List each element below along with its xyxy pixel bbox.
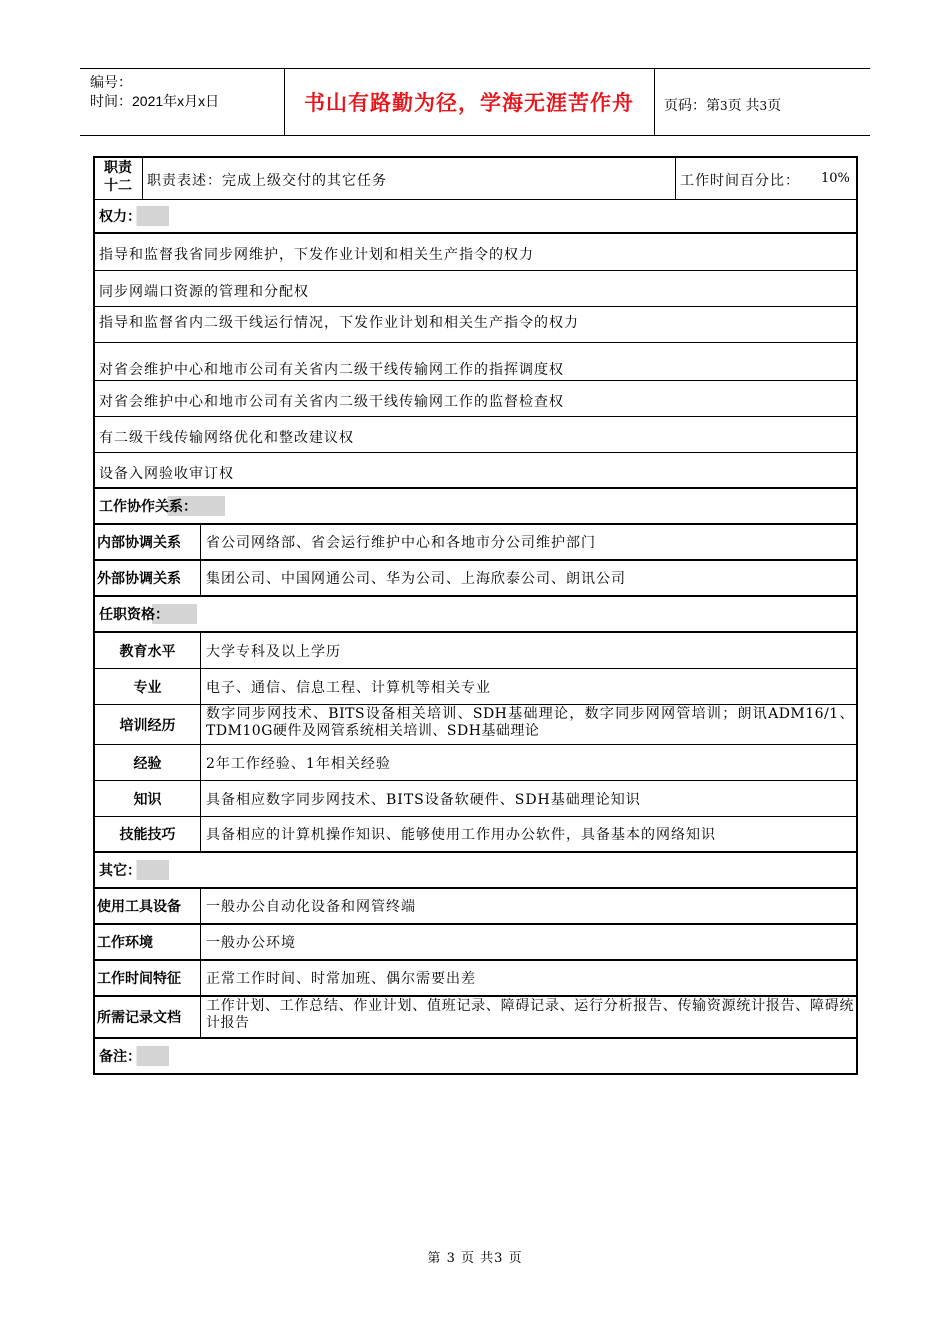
footer-mid: 页 共	[461, 1251, 495, 1266]
qualification-row	[95, 781, 856, 817]
page-current: 3	[720, 99, 728, 113]
cell-divider	[200, 997, 201, 1037]
other-row	[95, 961, 856, 997]
footer-current-page: 3	[446, 1251, 456, 1266]
other-value: 一般办公自动化设备和网管终端	[206, 899, 416, 915]
qualification-value: 具备相应数字同步网技术、BITS设备软硬件、SDH基础理论知识	[206, 791, 641, 808]
qualification-label: 技能技巧	[119, 827, 176, 843]
power-item	[95, 307, 856, 343]
qualification-label: 教育水平	[119, 643, 176, 660]
cell-divider	[200, 525, 201, 559]
qualification-label: 经验	[133, 755, 162, 772]
job-description-table	[93, 156, 858, 1075]
power-item-text: 对省会维护中心和地市公司有关省内二级干线传输网工作的指挥调度权	[99, 362, 564, 378]
power-item-text: 有二级干线传输网络优化和整改建议权	[99, 430, 354, 446]
qualification-row	[95, 745, 856, 781]
qualification-value: 电子、通信、信息工程、计算机等相关专业	[206, 679, 491, 696]
remarks-row	[95, 1039, 856, 1073]
external-coordination-value: 集团公司、中国网通公司、华为公司、上海欣泰公司、朗讯公司	[206, 571, 626, 587]
footer-prefix: 第	[427, 1251, 442, 1266]
page-mid: 页 共	[727, 97, 760, 113]
page-footer	[0, 1247, 950, 1266]
power-item	[95, 271, 856, 307]
qualification-title: 任职资格：	[97, 604, 197, 624]
cell-divider	[200, 561, 201, 595]
duty-label-line1: 职责	[104, 160, 132, 176]
qualification-value: 数字同步网技术、BITS设备相关培训、SDH基础理论，数字同步网网管培训；朗讯ADM16/1、TDM10G硬件及网管系统相关培训、SDH基础理论	[206, 706, 854, 739]
qualification-row	[95, 705, 856, 745]
cell-divider	[142, 158, 143, 199]
other-label: 所需记录文档	[97, 1010, 181, 1026]
other-row	[95, 889, 856, 925]
power-item	[95, 453, 856, 489]
cell-divider	[675, 158, 676, 199]
power-item	[95, 343, 856, 381]
other-label: 使用工具设备	[97, 899, 181, 915]
power-section-header	[95, 200, 856, 234]
power-item-text: 设备入网验收审订权	[99, 466, 234, 482]
remarks-title: 备注：	[97, 1046, 169, 1066]
document-number-label: 编号：	[90, 74, 132, 90]
qualification-section-header	[95, 597, 856, 633]
internal-coordination-label: 内部协调关系	[97, 535, 181, 551]
header-motto: 书山有路勤为径，学海无涯苦作舟	[304, 91, 634, 115]
header-divider	[654, 69, 655, 135]
other-value: 工作计划、工作总结、作业计划、值班记录、障碍记录、运行分析报告、传输资源统计报告、障碍统计报告	[206, 998, 854, 1031]
other-label: 工作环境	[97, 935, 153, 951]
cell-divider	[200, 961, 201, 995]
qualification-row	[95, 669, 856, 705]
internal-coordination-row	[95, 525, 856, 561]
time-percentage-value: 10%	[821, 171, 850, 186]
page-prefix: 页码：第	[664, 97, 720, 113]
cooperation-title: 工作协作关系：	[97, 496, 225, 516]
cell-divider	[200, 705, 201, 744]
qualification-label: 培训经历	[119, 717, 176, 734]
cell-divider	[200, 781, 201, 816]
internal-coordination-value: 省公司网络部、省会运行维护中心和各地市分公司维护部门	[206, 535, 596, 551]
page-suffix: 页	[767, 97, 782, 113]
other-row	[95, 997, 856, 1039]
cell-divider	[200, 925, 201, 959]
power-item-text: 指导和监督我省同步网维护，下发作业计划和相关生产指令的权力	[99, 247, 534, 263]
qualification-row	[95, 817, 856, 853]
header-meta	[90, 73, 219, 111]
cell-divider	[200, 889, 201, 923]
footer-total-pages: 3	[494, 1251, 504, 1266]
external-coordination-row	[95, 561, 856, 597]
duty-description: 职责表述：完成上级交付的其它任务	[147, 173, 387, 189]
power-item-text: 同步网端口资源的管理和分配权	[99, 284, 309, 300]
other-value: 一般办公环境	[206, 935, 296, 951]
other-title: 其它：	[97, 860, 169, 880]
cell-divider	[200, 669, 201, 704]
document-time-label: 时间：2021年x月x日	[90, 93, 220, 109]
page-header	[80, 68, 870, 136]
power-title: 权力：	[97, 206, 169, 226]
qualification-row	[95, 633, 856, 669]
qualification-label: 知识	[133, 791, 162, 808]
other-value: 正常工作时间、时常加班、偶尔需要出差	[206, 971, 476, 987]
other-section-header	[95, 853, 856, 889]
other-label: 工作时间特征	[97, 971, 181, 987]
external-coordination-label: 外部协调关系	[97, 571, 181, 587]
duty-label	[95, 159, 141, 195]
power-item	[95, 381, 856, 417]
power-item-text: 指导和监督省内二级干线运行情况，下发作业计划和相关生产指令的权力	[99, 315, 579, 331]
duty-row	[95, 158, 856, 200]
cell-divider	[200, 817, 201, 851]
power-item-text: 对省会维护中心和地市公司有关省内二级干线传输网工作的监督检查权	[99, 394, 564, 410]
cell-divider	[200, 745, 201, 780]
qualification-value: 2年工作经验、1年相关经验	[206, 755, 391, 772]
time-percentage-label: 工作时间百分比：	[680, 173, 800, 189]
qualification-value: 具备相应的计算机操作知识、能够使用工作用办公软件，具备基本的网络知识	[206, 827, 716, 843]
cell-divider	[200, 633, 201, 668]
header-page-number	[664, 95, 781, 115]
page-total: 3	[759, 99, 768, 113]
cooperation-section-header	[95, 489, 856, 525]
power-item	[95, 234, 856, 271]
power-item	[95, 417, 856, 453]
qualification-label: 专业	[133, 679, 162, 696]
duty-label-line2: 十二	[104, 178, 132, 194]
other-row	[95, 925, 856, 961]
qualification-value: 大学专科及以上学历	[206, 643, 341, 660]
footer-suffix: 页	[508, 1251, 523, 1266]
